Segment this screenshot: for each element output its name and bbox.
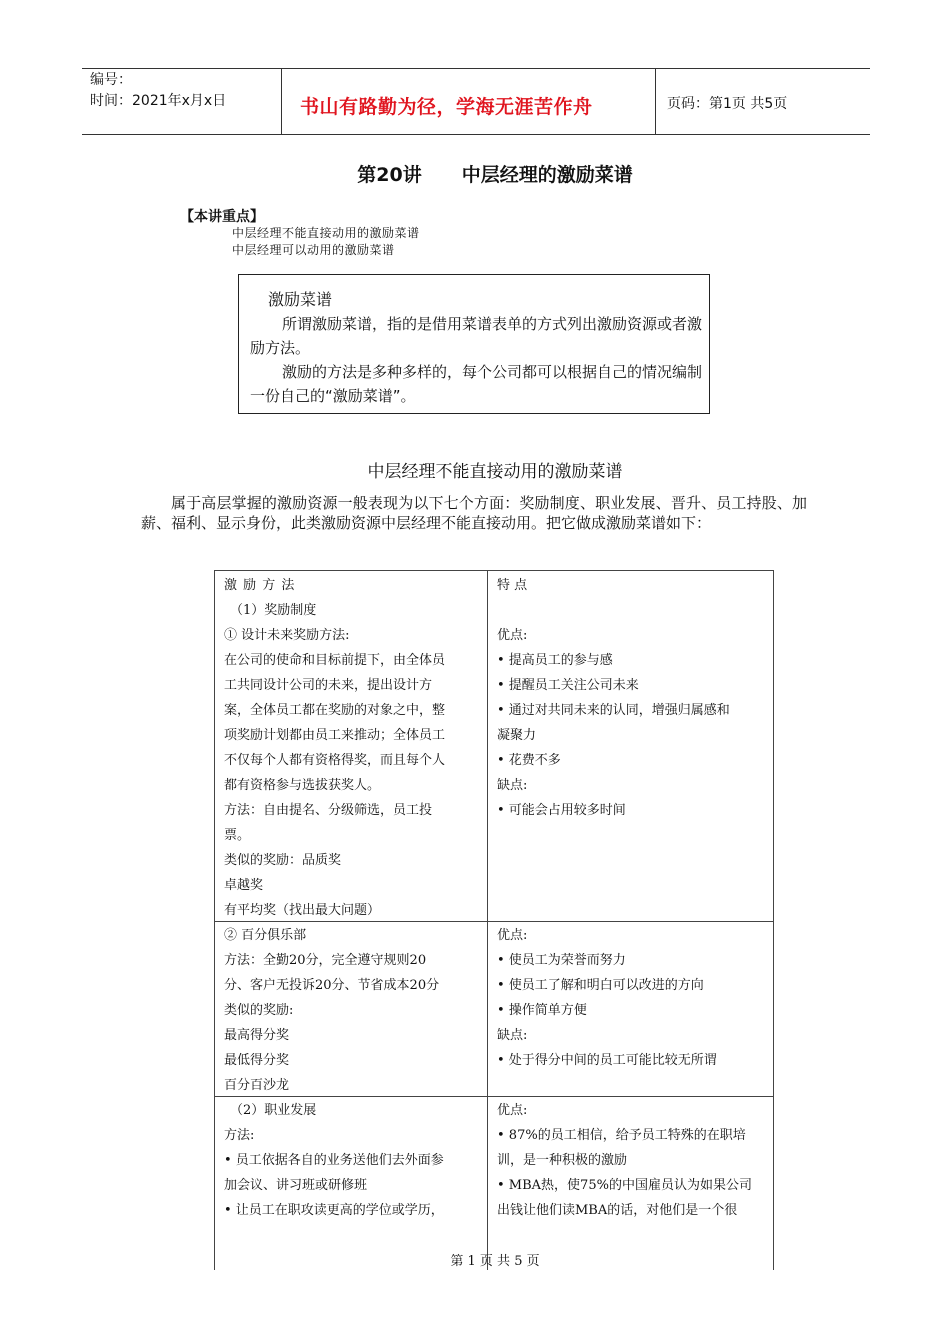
feature-line: 训，是一种积极的激励 [497, 1153, 628, 1168]
method-line: 分、客户无投诉20分、节省成本20分 [224, 978, 440, 993]
definition-title: 激励菜谱 [268, 290, 333, 309]
feature-line: • 操作简单方便 [497, 1003, 587, 1018]
method-line: 加会议、讲习班或研修班 [224, 1178, 368, 1193]
table-row-rule [214, 921, 774, 922]
method-line: 有平均奖（找出最大问题） [224, 903, 381, 918]
method-line: 最低得分奖 [224, 1053, 290, 1068]
method-line: （1）奖励制度 [230, 603, 317, 618]
number-label: 编号： [90, 72, 132, 88]
method-line: 票。 [224, 828, 251, 843]
feature-line: • 提醒员工关注公司未来 [497, 678, 639, 693]
method-line: ② 百分俱乐部 [224, 928, 307, 943]
method-line: 都有资格参与选拔获奖人。 [224, 778, 381, 793]
feature-line: 优点: [497, 1103, 528, 1118]
feature-line: 出钱让他们读MBA的话，对他们是一个很 [497, 1203, 738, 1218]
feature-line: • 可能会占用较多时间 [497, 803, 626, 818]
table-header-method: 激 励 方 法 [224, 578, 296, 593]
method-line: ① 设计未来奖励方法: [224, 628, 350, 643]
definition-paragraph: 所谓激励菜谱，指的是借用菜谱表单的方式列出激励资源或者激励方法。 [250, 315, 703, 357]
method-line: 百分百沙龙 [224, 1078, 290, 1093]
method-line: 工共同设计公司的未来，提出设计方 [224, 678, 433, 693]
page-title [0, 160, 950, 187]
method-line: 卓越奖 [224, 878, 264, 893]
header-bottom-rule [82, 134, 870, 135]
incentive-menu-table [214, 570, 774, 1270]
lecture-number: 第20讲 [357, 164, 422, 186]
page-footer: 第 1 页 共 5 页 [450, 1254, 540, 1269]
method-line: 方法：全勤20分，完全遵守规则20 [224, 953, 427, 968]
feature-line: • MBA热，使75%的中国雇员认为如果公司 [497, 1178, 752, 1193]
key-points-heading: 【本讲重点】 [180, 209, 264, 225]
method-line: 案，全体员工都在奖励的对象之中，整 [224, 703, 446, 718]
table-border-top [214, 570, 774, 571]
feature-line: • 使员工为荣誉而努力 [497, 953, 626, 968]
method-line: 方法: [224, 1128, 255, 1143]
feature-line: 优点: [497, 628, 528, 643]
key-point-item: 中层经理可以动用的激励菜谱 [232, 243, 395, 257]
section-title: 中层经理不能直接动用的激励菜谱 [367, 462, 623, 482]
method-line: 项奖励计划都由员工来推动；全体员工 [224, 728, 446, 743]
feature-line: • 使员工了解和明白可以改进的方向 [497, 978, 704, 993]
feature-line: • 87%的员工相信，给予员工特殊的在职培 [497, 1128, 746, 1143]
definition-paragraph: 激励的方法是多种多样的，每个公司都可以根据自己的情况编制一份自己的“激励菜谱”。 [250, 363, 703, 405]
lecture-name: 中层经理的激励菜谱 [461, 164, 633, 186]
table-header-feature: 特 点 [497, 578, 528, 593]
header-divider-left [281, 68, 282, 135]
feature-line: • 处于得分中间的员工可能比较无所谓 [497, 1053, 717, 1068]
section-intro: 属于高层掌握的激励资源一般表现为以下七个方面：奖励制度、职业发展、晋升、员工持股、加薪、福利、显示身份，此类激励资源中层经理不能直接动用。把它做成激励菜谱如下： [141, 494, 807, 532]
method-line: 方法：自由提名、分级筛选，员工投 [224, 803, 433, 818]
feature-line: 凝聚力 [497, 728, 537, 743]
method-line: 类似的奖励：品质奖 [224, 853, 342, 868]
feature-line: 缺点: [497, 778, 528, 793]
header-divider-right [655, 68, 656, 135]
feature-line: • 花费不多 [497, 753, 561, 768]
feature-line: • 通过对共同未来的认同，增强归属感和 [497, 703, 730, 718]
method-line: • 员工依据各自的业务送他们去外面参 [224, 1153, 444, 1168]
header-top-rule [82, 68, 870, 69]
feature-line: • 提高员工的参与感 [497, 653, 613, 668]
page-code: 页码：第1页 共5页 [667, 96, 788, 112]
key-point-item: 中层经理不能直接动用的激励菜谱 [232, 226, 420, 240]
feature-line: 缺点: [497, 1028, 528, 1043]
table-divider [487, 570, 488, 1270]
table-row-rule [214, 1096, 774, 1097]
method-line: • 让员工在职攻读更高的学位或学历， [224, 1203, 444, 1218]
motto: 书山有路勤为径，学海无涯苦作舟 [300, 96, 593, 118]
feature-line: 优点: [497, 928, 528, 943]
header-meta [90, 70, 226, 112]
method-line: 在公司的使命和目标前提下，由全体员 [224, 653, 446, 668]
method-line: （2）职业发展 [230, 1103, 317, 1118]
method-line: 类似的奖励: [224, 1003, 294, 1018]
method-line: 最高得分奖 [224, 1028, 290, 1043]
time-label: 时间：2021年x月x日 [90, 93, 227, 109]
table-border-right [773, 570, 774, 1270]
table-border-left [214, 570, 215, 1270]
method-line: 不仅每个人都有资格得奖，而且每个人 [224, 753, 446, 768]
